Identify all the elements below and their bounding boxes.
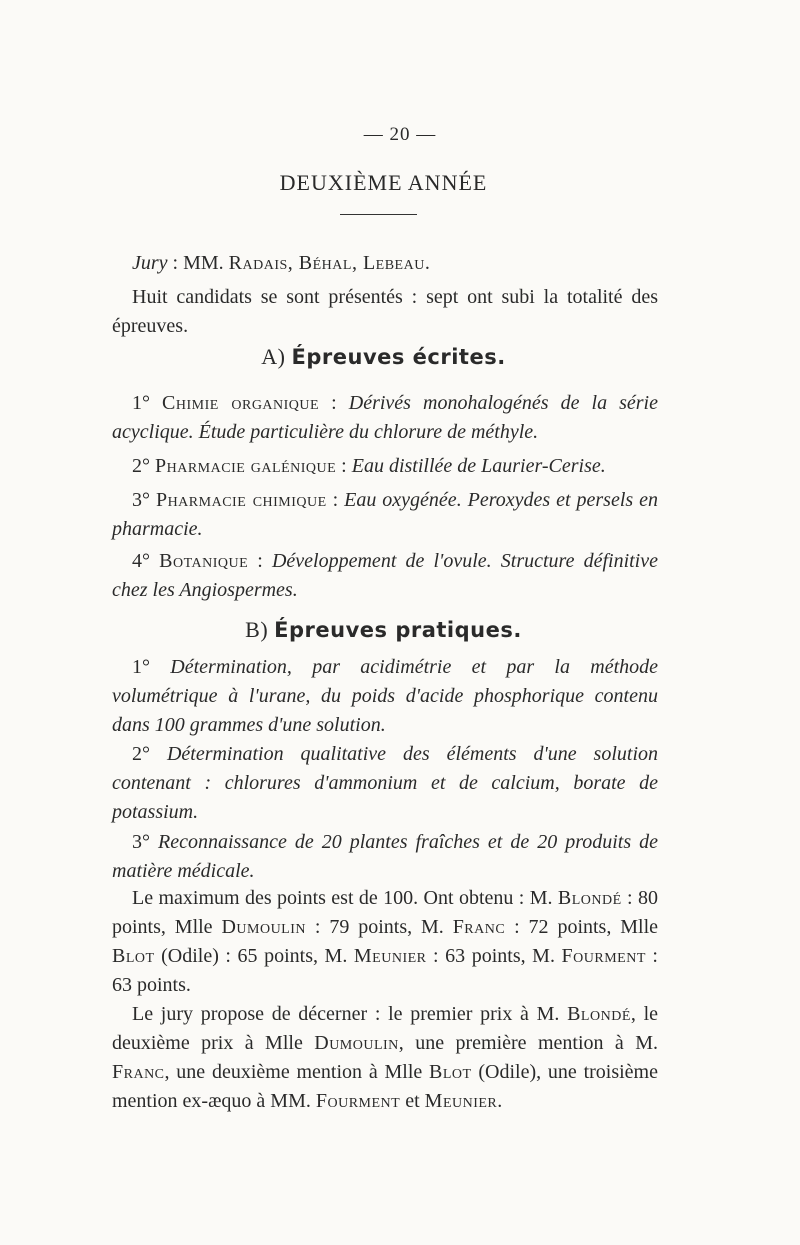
jury-members: Radais, Béhal, Lebeau.: [228, 252, 431, 274]
candidate-name: Fourment: [561, 945, 646, 967]
practical-heading-prefix: B): [245, 617, 275, 642]
practical-heading: [0, 617, 767, 643]
written-heading: [0, 344, 767, 370]
written-item-1: [112, 389, 658, 447]
item-number: 3°: [132, 831, 158, 853]
prizes-text: , une première mention à M.: [398, 1032, 658, 1054]
jury-label: Jury: [132, 252, 168, 274]
candidate-name: Fourment: [315, 1090, 401, 1112]
page-number: — 20 —: [363, 124, 437, 145]
results-text: : 79 points, M.: [306, 916, 453, 938]
candidate-name: Dumoulin: [314, 1032, 399, 1054]
item-number: 3°: [132, 489, 156, 511]
practical-item-2: [112, 740, 658, 827]
item-topic: Dérivés monohalogénés de la série acyclique. Étude particulière du chlorure de méthyle.: [112, 392, 658, 443]
results-text: Le maximum des points est de 100. Ont obtenu : M.: [132, 887, 553, 909]
item-subject: Chimie organique: [162, 392, 320, 414]
item-subject: Pharmacie chimique: [155, 489, 327, 511]
practical-item-3: [112, 828, 658, 886]
item-text: Détermination, par acidimétrie et par la méthode volumétrique à l'urane, du poids d'acide phosphorique contenu dans 100 grammes d'une solution.: [112, 656, 659, 736]
item-subject: Pharmacie galénique: [155, 455, 337, 477]
practical-heading-title: Épreuves pratiques.: [274, 618, 522, 642]
prizes-text: Le jury propose de décerner : le premier prix à M.: [132, 1003, 568, 1025]
title-divider: [340, 214, 417, 215]
candidate-name: Meunier: [353, 945, 427, 967]
item-number: 4°: [132, 550, 160, 572]
candidate-name: Blot: [112, 945, 155, 967]
jury-line: [112, 249, 658, 278]
candidates-paragraph: [112, 283, 658, 341]
written-item-4: [112, 547, 658, 605]
item-text: Reconnaissance de 20 plantes fraîches et de 20 produits de matière médicale.: [112, 831, 659, 882]
item-separator: :: [326, 489, 345, 511]
item-separator: :: [336, 455, 352, 477]
results-text: : 72 points, Mlle: [505, 916, 658, 938]
results-text: : 63 points, M.: [426, 945, 562, 967]
candidate-name: Dumoulin: [221, 916, 306, 938]
item-subject: Botanique: [159, 550, 249, 572]
candidates-text: Huit candidats se sont présentés : sept ont subi la totalité des épreuves.: [112, 286, 658, 337]
item-topic: Eau oxygénée. Peroxydes et persels en pharmacie.: [112, 489, 658, 540]
written-heading-prefix: A): [261, 344, 292, 369]
prizes-text: (Odile), une troisième mention ex-æquo à MM.: [112, 1061, 658, 1112]
written-heading-title: Épreuves écrites.: [291, 345, 506, 369]
results-text: (Odile) : 65 points, M.: [154, 945, 354, 967]
candidate-name: Franc: [112, 1061, 165, 1083]
item-topic: Développement de l'ovule. Structure définitive chez les Angiospermes.: [112, 550, 658, 601]
results-paragraph: [112, 884, 658, 1000]
candidate-name: Blot: [429, 1061, 472, 1083]
section-title: DEUXIÈME ANNÉE: [279, 170, 488, 195]
item-number: 2°: [132, 743, 167, 765]
written-item-3: [112, 486, 658, 544]
practical-item-1: [112, 653, 658, 740]
written-item-2: [112, 452, 658, 481]
item-number: 2°: [132, 455, 155, 477]
item-separator: :: [248, 550, 272, 572]
candidate-name: Blondé: [557, 887, 622, 909]
jury-colon: : MM.: [167, 252, 229, 274]
candidate-name: Blondé: [567, 1003, 631, 1025]
results-text: : 80 points, Mlle: [112, 887, 659, 938]
item-topic: Eau distillée de Laurier-Cerise.: [351, 455, 606, 477]
item-text: Détermination qualitative des éléments d'une solution contenant : chlorures d'ammonium et de calcium, borate de potassium.: [112, 743, 658, 823]
results-text: : 63 points.: [112, 945, 658, 996]
prizes-text: .: [497, 1090, 503, 1112]
item-number: 1°: [132, 656, 171, 678]
item-separator: :: [319, 392, 349, 414]
prizes-text: et: [400, 1090, 425, 1112]
candidate-name: Meunier: [424, 1090, 498, 1112]
prizes-paragraph: [112, 1000, 658, 1116]
prizes-text: , le deuxième prix à Mlle: [112, 1003, 659, 1054]
prizes-text: , une deuxième mention à Mlle: [164, 1061, 430, 1083]
item-number: 1°: [132, 392, 163, 414]
candidate-name: Franc: [452, 916, 506, 938]
